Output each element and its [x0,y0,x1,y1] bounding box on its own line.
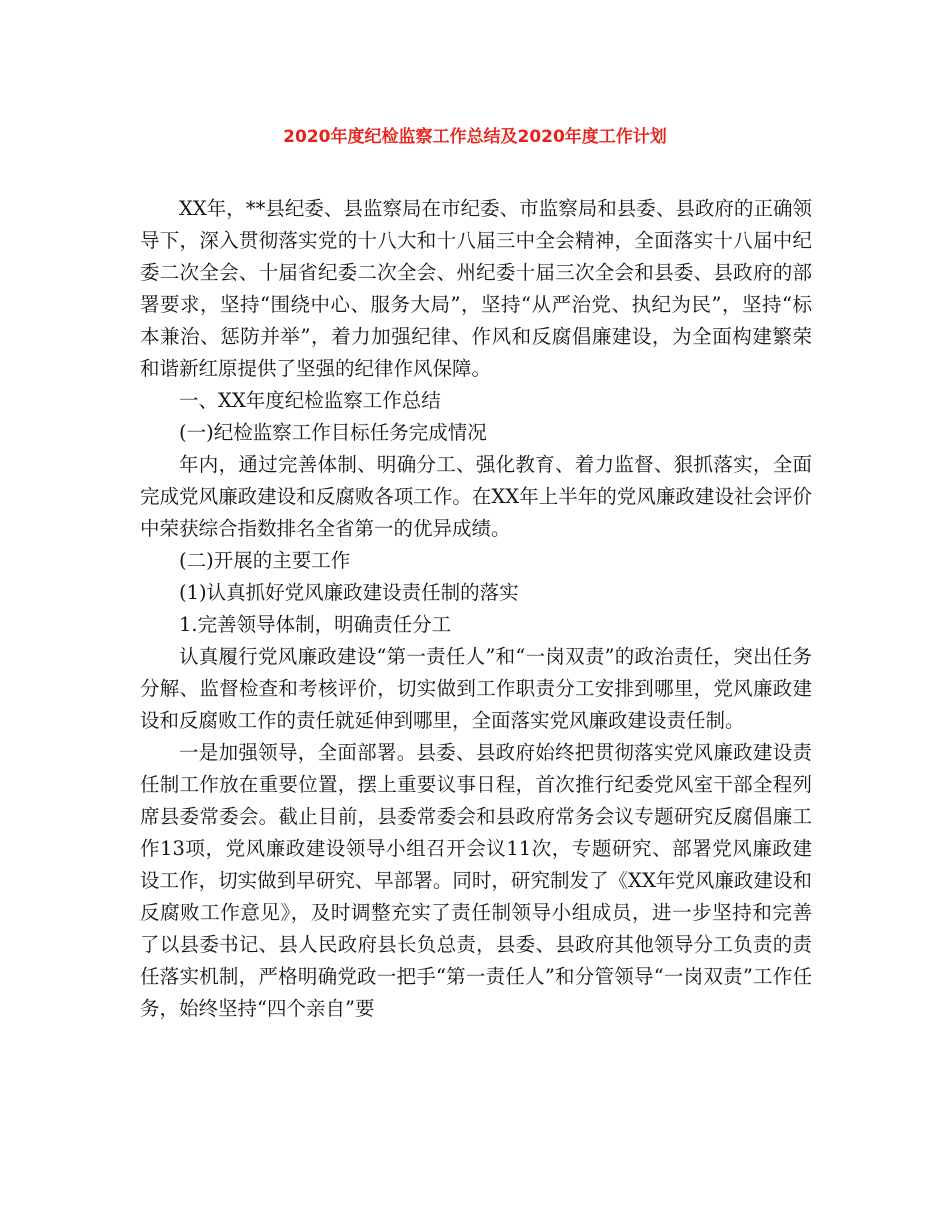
document-body [140,193,812,1025]
heading-point-1: 1.完善领导体制，明确责任分工 [179,613,452,636]
heading-item-1: (1)认真抓好党风廉政建设责任制的落实 [179,581,519,604]
document-title: 2020年度纪检监察工作总结及2020年度工作计划 [283,127,667,147]
paragraph-responsibility: 认真履行党风廉政建设“第一责任人”和“一岗双责”的政治责任，突出任务分解、监督检查和考核评价，切实做到工作职责分工安排到哪里，党风廉政建设和反腐败工作的责任就延伸到哪里，全面落实党风廉政建设责任制。 [140,645,812,732]
heading-subsection-1: (一)纪检监察工作目标任务完成情况 [179,421,487,444]
heading-section-1: 一、XX年度纪检监察工作总结 [179,389,441,412]
paragraph-intro: XX年，**县纪委、县监察局在市纪委、市监察局和县委、县政府的正确领导下，深入贯彻落实党的十八大和十八届三中全会精神，全面落实十八届中纪委二次全会、十届省纪委二次全会、州纪委十届三次全会和县委、县政府的部署要求，坚持“围绕中心、服务大局”，坚持“从严治党、执纪为民”，坚持“标本兼治、惩防并举”，着力加强纪律、作风和反腐倡廉建设，为全面构建繁荣和谐新红原提供了坚强的纪律作风保障。 [140,197,812,380]
heading-subsection-2: (二)开展的主要工作 [179,549,351,572]
paragraph-completion: 年内，通过完善体制、明确分工、强化教育、着力监督、狠抓落实，全面完成党风廉政建设和反腐败各项工作。在XX年上半年的党风廉政建设社会评价中荣获综合指数排名全省第一的优异成绩。 [140,453,812,540]
paragraph-leadership: 一是加强领导，全面部署。县委、县政府始终把贯彻落实党风廉政建设责任制工作放在重要位置，摆上重要议事日程，首次推行纪委党风室干部全程列席县委常委会。截止目前，县委常委会和县政府常务会议专题研究反腐倡廉工作13项，党风廉政建设领导小组召开会议11次，专题研究、部署党风廉政建设工作，切实做到早研究、早部署。同时，研究制发了《XX年党风廉政建设和反腐败工作意见》，及时调整充实了责任制领导小组成员，进一步坚持和完善了以县委书记、县人民政府县长负总责，县委、县政府其他领导分工负责的责任落实机制，严格明确党政一把手“第一责任人”和分管领导“一岗双责”工作任务，始终坚持“四个亲自”要 [140,741,812,1020]
